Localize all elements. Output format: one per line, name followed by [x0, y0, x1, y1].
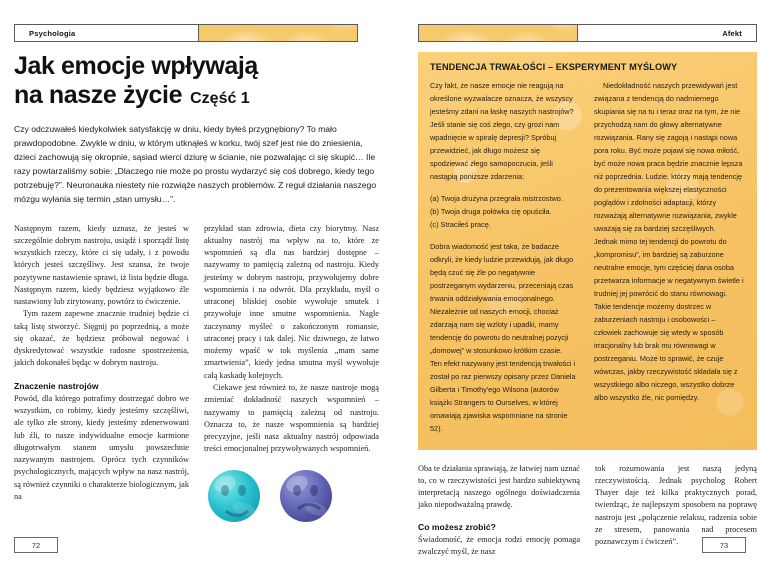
running-head-swatch-right — [419, 25, 578, 41]
box-column-1 — [430, 80, 580, 436]
page-number-left: 72 — [14, 537, 58, 553]
scenario-list — [430, 193, 580, 232]
sidebar-thought-experiment-box — [418, 52, 757, 450]
running-head-right-label: Afekt — [722, 28, 742, 38]
spread-gutter — [396, 0, 418, 570]
list-item: (a) Twoja drużyna przegrała mistrzostwo. — [430, 193, 563, 203]
box-columns — [430, 80, 745, 436]
section-heading-co-mozesz-zrobic: Co możesz zrobić? — [418, 521, 496, 532]
eye-left — [293, 485, 301, 496]
page-title-line2: na nasze życie — [14, 81, 183, 109]
paragraph: Następnym razem, kiedy uznasz, że jesteś w szczególnie dobrym nastroju, usiądź i sporządź listę wszystkich rzeczy, które ci się udały, i z powodu których jesteś szczęśliwy. Jest szansa, że twoje pozytywne nastawienie sprawi, iż lista będzie długa. Następnym razem, kiedy będziesz wyjątkowo źle nastawiony lub zirytowany, powtórz to ćwiczenie. — [14, 223, 189, 307]
paragraph: Świadomość, że emocja rodzi emocję pomaga zwalczyć myśl, że nasz — [418, 534, 580, 556]
page-title-part: Część 1 — [190, 90, 250, 107]
running-head-left — [14, 24, 358, 42]
page-title — [14, 52, 380, 110]
box-column-2 — [594, 80, 744, 436]
running-head-swatch-left — [198, 25, 357, 41]
running-head-left-label: Psychologia — [29, 28, 76, 38]
paragraph: Oba te działania sprawiają, że łatwiej nam uznać to, co w rzeczywistości jest bardzo subiektywną interpretacją naszego ogólnego doświadczenia jako niepodważalną prawdę. — [418, 463, 580, 510]
page-title-line1: Jak emocje wpływają — [14, 52, 258, 80]
lead-paragraph: Czy odczuwałeś kiedykolwiek satysfakcję w dniu, kiedy byłeś przygnębiony? To mało prawdopodobne. Zwykle w dniu, w którym utknąłeś w korku, twój szef jest nie do zniesienia, dzieci zachowują się okropnie, sąsiad wierci dziurę w ścianie, nie pozwalając ci się skupić… Ile razy powtarzaliśmy sobie: „Dlaczego nie może po prostu wydarzyć się coś dobrego, kiedy tego potrzebuję?”. Neuronauka niestety nie rozwiąże naszych problemów. Z reguł działania naszego mózgu wyłania się termin „stan umysłu…”. — [14, 124, 377, 204]
eye-right — [310, 485, 318, 496]
left-page-body — [14, 52, 380, 522]
happy-face-image — [208, 470, 260, 522]
page-number-right: 73 — [702, 537, 746, 553]
left-column-2 — [204, 223, 379, 522]
running-head-right — [418, 24, 757, 42]
right-page — [418, 0, 760, 570]
paragraph: Ciekawe jest również to, że nasze nastroje mogą zmieniać dokładność naszych wspomnień – nazywamy to pamięcią zależną od nastroju. Oznacza to, że nasze wspomnienia są bardziej precyzyjne, jeśli nasz aktualny nastrój odpowiada treści emocjonalnej przywoływanych wspomnień. — [204, 382, 379, 454]
eye-right — [238, 485, 246, 496]
paragraph: Niedokładność naszych przewidywań jest związana z tendencją do nadmiernego skupiania się na tu i teraz oraz na tym, że nie przychodzą nam do głowy alternatywne rozwiązania. Rany się zagoją i nastąpi nowa pora roku. Być może pojawi się nowa miłość, być może nowa praca będzie znacznie lepsza niż poprzednia. Ludzie, którzy mają tendencję do prezentowania większej elastyczności poglądów i zdolności adaptacji, którzy rozważają alternatywne rozwiązania, zwykle uważają się za bardziej szczęśliwych. — [594, 81, 743, 233]
list-item: (b) Twoja druga połówka cię opuściła. — [430, 206, 552, 216]
paragraph: przykład stan zdrowia, dieta czy biorytmy. Nasz aktualny nastrój ma wpływ na to, które ze wspomnień są dla nas bardziej dostępne – nazywamy to pamięcią zależną od nastroju. Kiedy jesteśmy w dobrym nastroju, przywołujemy dobre wspomnienia i na odwrót. Dla przykładu, myśl o utraconej bliskiej osobie wywołuje smutek i przywołuje inne smutne wspomnienia. Nagle zaczynamy myśleć o zakończonym romansie, utraconej pracy i tak dalej. Nic dziwnego, że łatwo możemy wpaść w tok myślenia „mam same zmartwienia”, kiedy jedna smutna myśl wywołuje całą kaskadę kolejnych. — [204, 223, 379, 380]
sad-face-image — [280, 470, 332, 522]
left-column-1 — [14, 223, 189, 522]
list-item: (c) Straciłeś pracę. — [430, 219, 491, 229]
box-title: TENDENCJA TRWAŁOŚCI – EKSPERYMENT MYŚLOWY — [430, 62, 678, 72]
paragraph: Jednak mimo tej tendencji do powrotu do „kompromisu”, im bardziej są zaburzone neutralne emocje, tym częściej dana osoba przetwarza informacje w negatywnym świetle i trudniej jej powrócić do stanu równowagi. Takie tendencje możemy dostrzec w zaburzeniach nastroju i osobowości – człowiek zachowuje się wtedy w sposób irracjonalny lub brak mu równowagi w postrzeganiu. Może to sprawić, że czuje wówczas, jakby rzeczywistość składała się z wszystkiego albo niczego, wszystko dobrze albo wszystko źle, nic pomiędzy. — [594, 236, 744, 402]
paragraph: Dobra wiadomość jest taka, że badacze odkryli, że kiedy ludzie przewidują, jak długo będą czuć się źle po negatywnie postrzeganym wydarzeniu, przeceniają czas trwania oddziaływania emocjonalnego. Niezależnie od naszych emocji, chociaż zdarzają nam się wzloty i upadki, mamy tendencję do powrotu do neutralnej pozycji „domowej” w stosunkowo krótkim czasie. — [430, 241, 574, 355]
eye-left — [221, 485, 229, 496]
section-heading-znaczenie-nastrojow: Znaczenie nastrojów — [14, 380, 99, 391]
paragraph: tok rozumowania jest naszą jedyną rzeczywistością. Jednak psycholog Robert Thayer daje też kilka praktycznych porad, twierdząc, że najlepszym sposobem na poprawę nastroju jest „połączenie relaksu, radzenia sobie ze stresem, panowania nad procesem poznawczym i ćwiczeń”. — [595, 463, 757, 547]
paragraph: Tym razem zapewne znacznie trudniej będzie ci taką listę stworzyć. Sięgnij po poprzednią, a może się okazać, że będziesz próbował negować i dyskredytować wszystkie radosne spostrzeżenia, jakich dokonałeś będąc w dobrym nastroju. — [14, 309, 189, 368]
right-column-1 — [418, 463, 580, 559]
paragraph: Powód, dla którego potrafimy dostrzegać dobro we wszystkim, co robimy, kiedy jesteśmy szczęśliwi, ale tylko złe strony, kiedy jesteśmy zdenerwowani lub źli, to nasze indywidualne emocje karmione długotrwałym stanem umysłu powszechnie nazywanym nastrojem. Oprócz tych czynników psychologicznych, mających wpływ na nasz nastrój, są również czynniki o charakterze biologicznym, jak na — [14, 393, 189, 501]
left-page-columns — [14, 223, 380, 522]
mood-faces-figure — [204, 470, 379, 522]
right-page-body — [418, 52, 757, 558]
paragraph: Ten efekt nazywany jest tendencją trwałości i został po raz pierwszy opisany przez Daniela Gilberta i Timothy'ego Wilsona (autorów książki Strangers to Ourselves, w której omawiają zjawiska wspomniane na stronie 52). — [430, 358, 576, 433]
paragraph: Czy fakt, że nasze emocje nie reagują na określone wyzwalacze oznacza, że wszyscy jesteśmy zdani na łaskę naszych nastrojów? Jeśli stanie się coś złego, czy grozi nam wpadnięcie w spiralę depresji? Spróbuj przewidzieć, jak długo możesz się spodziewać złego samopoczucia, jeśli nastąpią poniższe zdarzenia: — [430, 81, 574, 181]
